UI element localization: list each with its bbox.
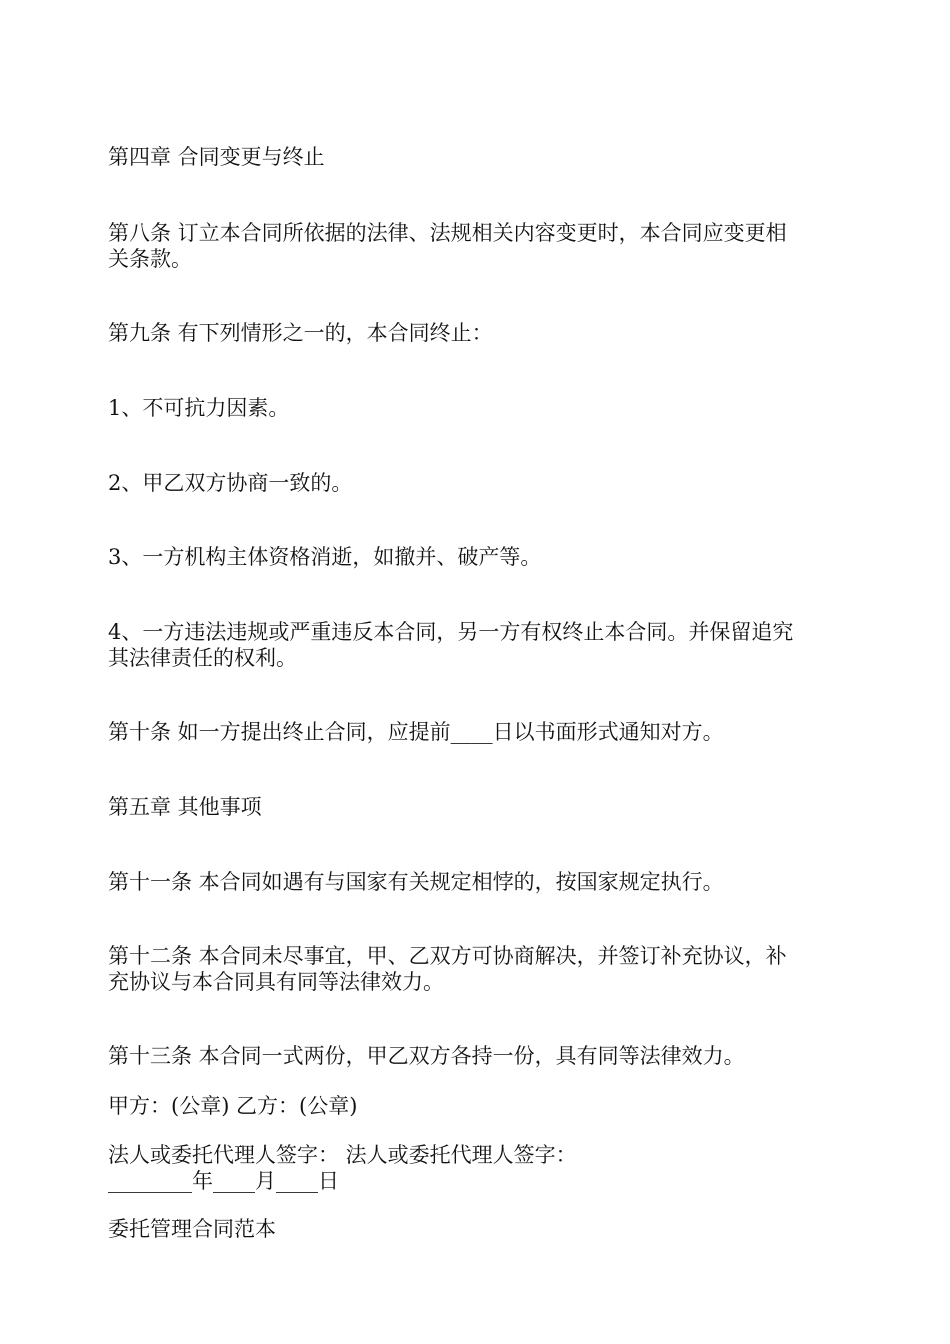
chapter-4-heading: 第四章 合同变更与终止	[108, 145, 325, 169]
article-9: 第九条 有下列情形之一的，本合同终止：	[108, 321, 493, 345]
article-10: 第十条 如一方提出终止合同，应提前____日以书面形式通知对方。	[108, 720, 724, 744]
article-11: 第十一条 本合同如遇有与国家有关规定相悖的，按国家规定执行。	[108, 870, 724, 894]
signature-line: 法人或委托代理人签字： 法人或委托代理人签字：	[108, 1143, 577, 1167]
list-item-3: 3、一方机构主体资格消逝，如撤并、破产等。	[108, 545, 542, 569]
list-item-4-line-1: 4、一方违法违规或严重违反本合同，另一方有权终止本合同。并保留追究	[108, 620, 794, 644]
footer-title: 委托管理合同范本	[108, 1217, 276, 1241]
article-8-line-2: 关条款。	[108, 247, 192, 271]
article-12-line-2: 充协议与本合同具有同等法律效力。	[108, 970, 444, 994]
date-line: ________年____月____日	[108, 1169, 339, 1193]
chapter-5-heading: 第五章 其他事项	[108, 795, 262, 819]
list-item-1: 1、不可抗力因素。	[108, 396, 290, 420]
list-item-2: 2、甲乙双方协商一致的。	[108, 471, 353, 495]
list-item-4-line-2: 其法律责任的权利。	[108, 646, 297, 670]
parties-seal-line: 甲方：(公章) 乙方：(公章)	[108, 1094, 358, 1118]
article-8-line-1: 第八条 订立本合同所依据的法律、法规相关内容变更时，本合同应变更相	[108, 221, 787, 245]
article-12-line-1: 第十二条 本合同未尽事宜，甲、乙双方可协商解决，并签订补充协议，补	[108, 944, 787, 968]
article-13: 第十三条 本合同一式两份，甲乙双方各持一份，具有同等法律效力。	[108, 1044, 745, 1068]
